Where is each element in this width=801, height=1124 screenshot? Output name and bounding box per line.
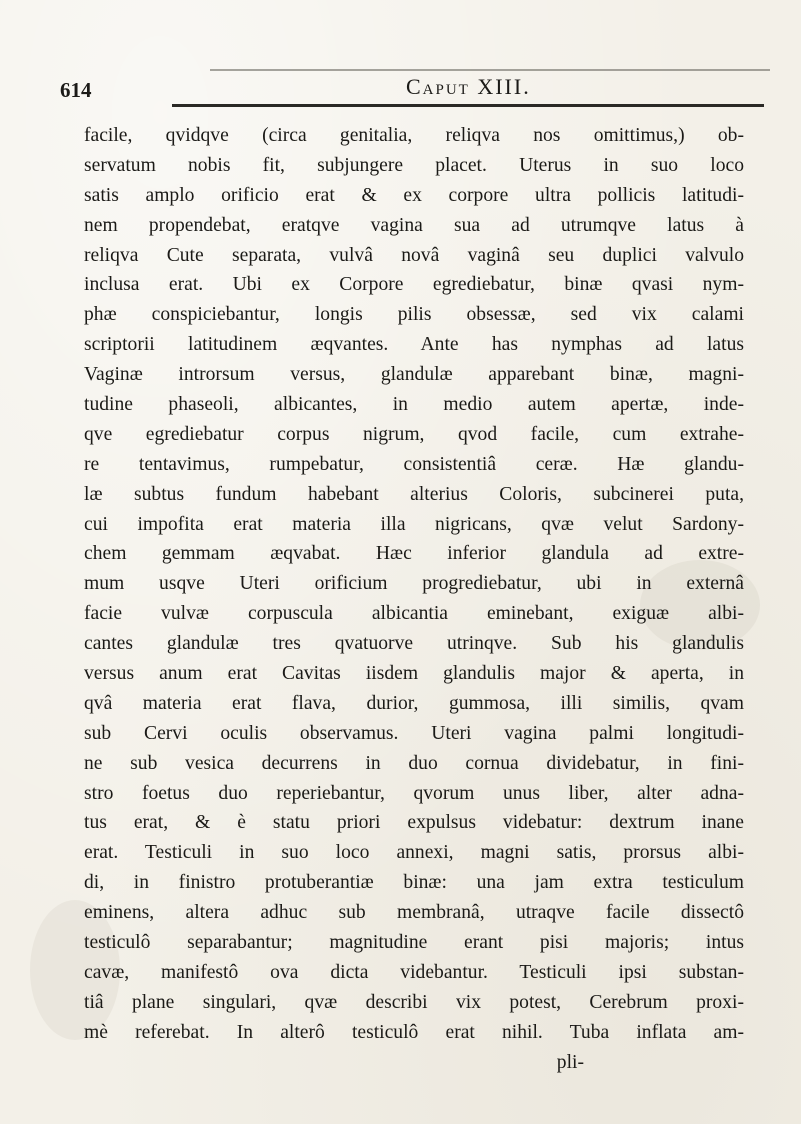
text-line: nem propendebat, eratqve vagina sua ad utrumqve latus à bbox=[84, 214, 744, 236]
page-header bbox=[60, 74, 760, 110]
text-line: testiculô separabantur; magnitudine erant pisi majoris; intus bbox=[84, 932, 744, 954]
text-line: qvâ materia erat flava, durior, gummosa, illi similis, qvam bbox=[84, 692, 744, 714]
text-line: tiâ plane singulari, qvæ describi vix potest, Cerebrum proxi- bbox=[84, 991, 744, 1013]
body-text bbox=[84, 121, 744, 1078]
text-line: facile, qvidqve (circa genitalia, reliqva nos omittimus,) ob- bbox=[84, 125, 744, 146]
text-line: Vaginæ introrsum versus, glandulæ apparebant binæ, magni- bbox=[84, 364, 744, 386]
text-line: mè referebat. In alterô testiculô erat nihil. Tuba inflata am- bbox=[84, 1021, 744, 1043]
text-line: satis amplo orificio erat & ex corpore ultra pollicis latitudi- bbox=[84, 184, 744, 206]
text-line: eminens, altera adhuc sub membranâ, utraqve facile dissectô bbox=[84, 902, 744, 924]
text-line: erat. Testiculi in suo loco annexi, magni satis, prorsus albi- bbox=[84, 842, 744, 864]
page-number: 614 bbox=[60, 78, 92, 102]
text-line: phæ conspiciebantur, longis pilis obsessæ, sed vix calami bbox=[84, 304, 744, 326]
text-line: tus erat, & è statu priori expulsus videbatur: dextrum inane bbox=[84, 812, 744, 834]
header-rule-top bbox=[210, 69, 770, 71]
text-line: qve egrediebatur corpus nigrum, qvod facile, cum extrahe- bbox=[84, 423, 744, 445]
header-rule bbox=[172, 104, 764, 107]
text-line: mum usqve Uteri orificium progrediebatur, ubi in externâ bbox=[84, 573, 744, 595]
text-line: tudine phaseoli, albicantes, in medio autem apertæ, inde- bbox=[84, 394, 744, 416]
text-line: sub Cervi oculis observamus. Uteri vagina palmi longitudi- bbox=[84, 722, 744, 744]
text-line: cantes glandulæ tres qvatuorve utrinqve. Sub his glandulis bbox=[84, 633, 744, 655]
text-line: re tentavimus, rumpebatur, consistentiâ ceræ. Hæ glandu- bbox=[84, 453, 744, 475]
text-line: scriptorii latitudinem æqvantes. Ante has nymphas ad latus bbox=[84, 334, 744, 356]
text-line: servatum nobis fit, subjungere placet. Uterus in suo loco bbox=[84, 154, 744, 176]
text-line: versus anum erat Cavitas iisdem glandulis major & aperta, in bbox=[84, 663, 744, 685]
text-line: di, in finistro protuberantiæ binæ: una jam extra testiculum bbox=[84, 872, 744, 894]
text-line: læ subtus fundum habebant alterius Coloris, subcinerei puta, bbox=[84, 483, 744, 505]
text-line: pli- bbox=[556, 1051, 584, 1073]
text-line: ne sub vesica decurrens in duo cornua dividebatur, in fini- bbox=[84, 752, 744, 774]
text-line: reliqva Cute separata, vulvâ novâ vaginâ seu duplici valvulo bbox=[84, 244, 744, 266]
text-line: stro foetus duo reperiebantur, qvorum unus liber, alter adna- bbox=[84, 782, 744, 804]
running-head: Caput XIII. bbox=[406, 74, 531, 99]
text-line: facie vulvæ corpuscula albicantia eminebant, exiguæ albi- bbox=[84, 603, 744, 625]
text-line: cavæ, manifestô ova dicta videbantur. Testiculi ipsi substan- bbox=[84, 961, 744, 983]
text-line: inclusa erat. Ubi ex Corpore egrediebatur, binæ qvasi nym- bbox=[84, 274, 744, 296]
text-line: cui impofita erat materia illa nigricans, qvæ velut Sardony- bbox=[84, 513, 744, 535]
text-line: chem gemmam æqvabat. Hæc inferior glandula ad extre- bbox=[84, 543, 744, 565]
